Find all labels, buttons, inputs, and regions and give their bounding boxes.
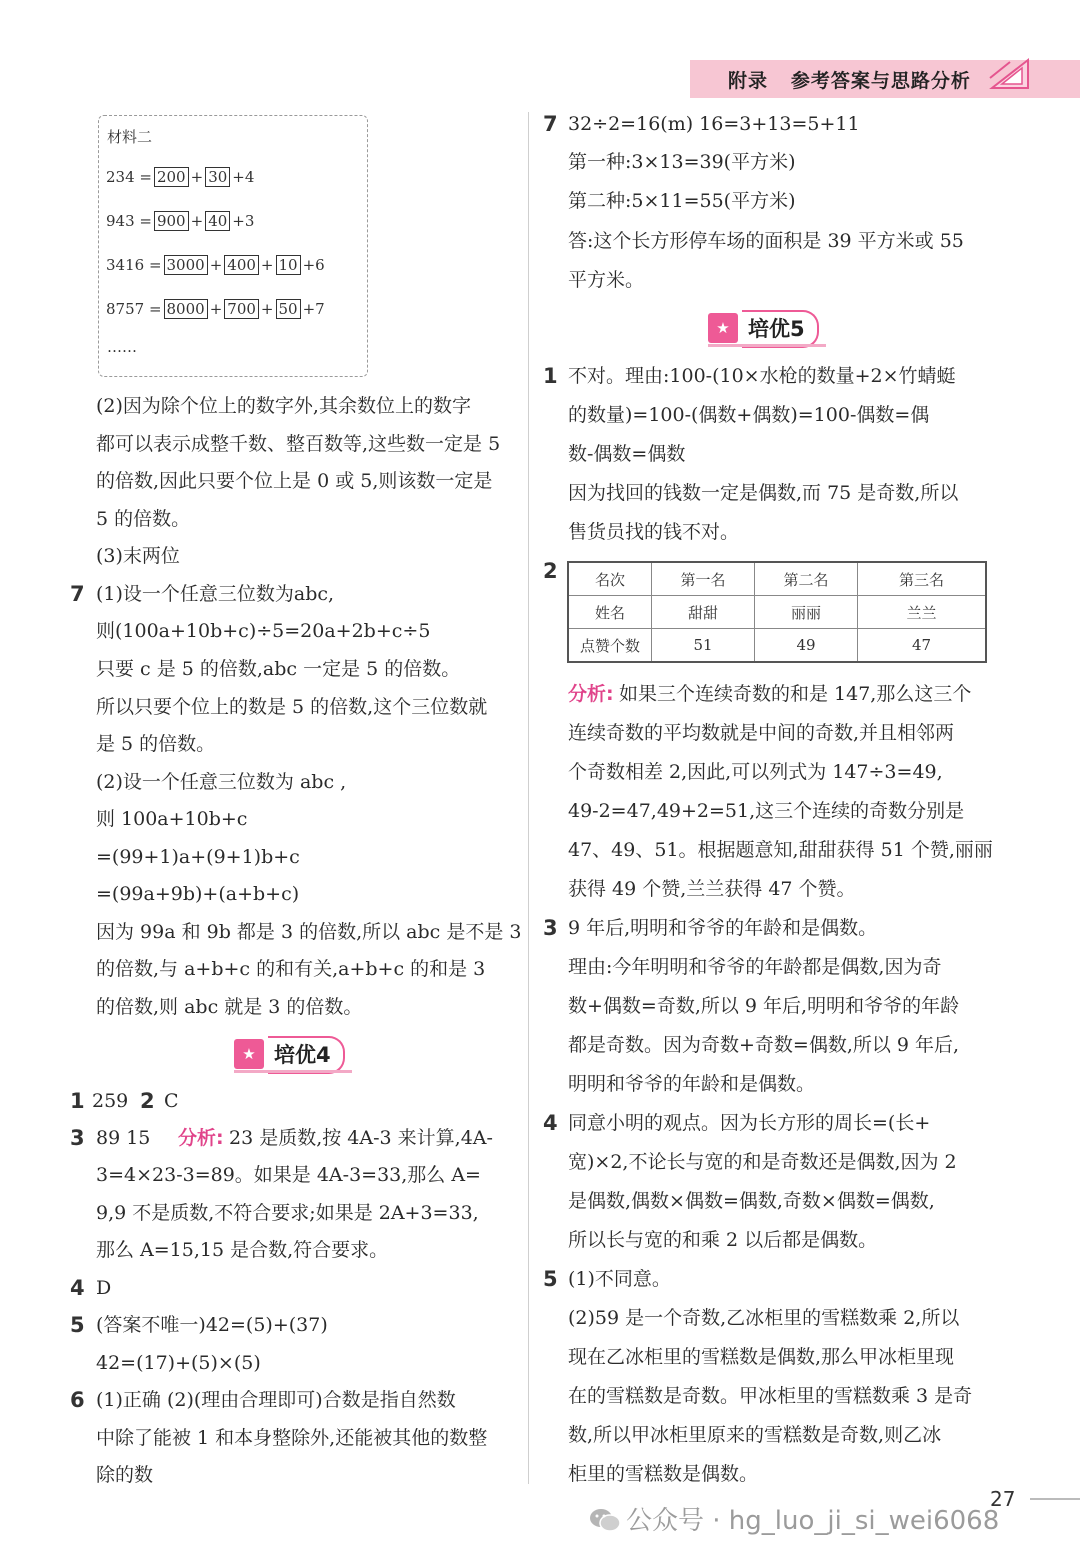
text-line: 3=4×23-3=89。如果是 4A-3=33,那么 A= bbox=[96, 1164, 481, 1186]
column-divider bbox=[528, 112, 529, 1484]
badge-underline bbox=[234, 1070, 352, 1073]
text-line: 第二种:5×11=55(平方米) bbox=[568, 190, 796, 212]
answer-text: 259 bbox=[92, 1090, 129, 1112]
text-line: 不对。理由:100-(10×水枪的数量+2×竹蜻蜓 bbox=[568, 365, 956, 387]
section-title: 培优5 bbox=[742, 310, 819, 348]
text-line: 数-偶数=偶数 bbox=[568, 443, 686, 465]
text-line: 42=(17)+(5)×(5) bbox=[96, 1352, 261, 1374]
text-line: (2)因为除个位上的数字外,其余数位上的数字 bbox=[96, 395, 471, 417]
text-line: 如果三个连续奇数的和是 147,那么这三个 bbox=[619, 683, 972, 705]
page-number: 27 bbox=[990, 1487, 1016, 1511]
question-number: 3 bbox=[70, 1126, 85, 1150]
text-line: 5 的倍数。 bbox=[96, 508, 191, 530]
question-number: 3 bbox=[543, 916, 558, 940]
question-number: 2 bbox=[543, 559, 558, 583]
question-number: 7 bbox=[70, 582, 85, 606]
star-icon: ★ bbox=[708, 313, 738, 343]
text-line: 答:这个长方形停车场的面积是 39 平方米或 55 bbox=[568, 230, 964, 252]
text-line: 32÷2=16(m) 16=3+13=5+11 bbox=[568, 113, 860, 135]
question-number: 4 bbox=[70, 1276, 85, 1300]
text-line: (1)设一个任意三位数为abc, bbox=[96, 583, 335, 605]
material-row: 943 = 900 + 40 +3 bbox=[106, 212, 255, 230]
text-line: 理由:今年明明和爷爷的年龄都是偶数,因为奇 bbox=[568, 956, 942, 978]
text-line: 在的雪糕数是奇数。甲冰柜里的雪糕数乘 3 是奇 bbox=[568, 1385, 973, 1407]
text-line: 的倍数,因此只要个位上是 0 或 5,则该数一定是 bbox=[96, 470, 493, 492]
material-title: 材料二 bbox=[107, 128, 153, 146]
page-number-rule bbox=[1030, 1498, 1080, 1500]
text-line: 23 是质数,按 4A-3 来计算,4A- bbox=[229, 1127, 493, 1149]
question-number: 1 bbox=[70, 1089, 85, 1113]
page-header-title: 附录 参考答案与思路分析 bbox=[728, 70, 971, 92]
question-number: 4 bbox=[543, 1111, 558, 1135]
badge-underline bbox=[708, 344, 826, 347]
wechat-icon bbox=[588, 1506, 622, 1534]
material-row: 8757 = 8000 + 700 + 50 +7 bbox=[106, 300, 325, 318]
star-icon: ★ bbox=[234, 1039, 264, 1069]
section-title: 培优4 bbox=[268, 1036, 345, 1074]
text-line: (3)末两位 bbox=[96, 545, 180, 567]
text-line: (1)不同意。 bbox=[568, 1268, 671, 1290]
table-cell: 甜甜 bbox=[652, 596, 755, 629]
table-cell: 第一名 bbox=[652, 562, 755, 596]
section-badge-5 bbox=[708, 310, 826, 346]
text-line: 47、49、51。根据题意知,甜甜获得 51 个赞,丽丽 bbox=[568, 839, 993, 861]
table-cell: 49 bbox=[755, 629, 858, 663]
text-line: 9 年后,明明和爷爷的年龄和是偶数。 bbox=[568, 917, 878, 939]
question-number: 1 bbox=[543, 364, 558, 388]
material-row: 234 = 200 + 30 +4 bbox=[106, 168, 255, 186]
text-line: 的数量)=100-(偶数+偶数)=100-偶数=偶 bbox=[568, 404, 930, 426]
text-line: 只要 c 是 5 的倍数,abc 一定是 5 的倍数。 bbox=[96, 658, 461, 680]
text-line: (2)59 是一个奇数,乙冰柜里的雪糕数乘 2,所以 bbox=[568, 1307, 960, 1329]
text-line: 则(100a+10b+c)÷5=20a+2b+c÷5 bbox=[96, 620, 431, 642]
analysis-label: 分析: bbox=[568, 683, 614, 705]
text-line: =(99+1)a+(9+1)b+c bbox=[96, 846, 300, 868]
analysis-label: 分析: bbox=[178, 1127, 224, 1149]
text-line: 获得 49 个赞,兰兰获得 47 个赞。 bbox=[568, 878, 856, 900]
table-row bbox=[568, 596, 986, 629]
material-box bbox=[98, 115, 368, 377]
text-line: 数,所以甲冰柜里原来的雪糕数是奇数,则乙冰 bbox=[568, 1424, 942, 1446]
table-cell: 47 bbox=[858, 629, 987, 663]
question-number: 6 bbox=[70, 1388, 85, 1412]
table-cell: 第二名 bbox=[755, 562, 858, 596]
answer-text: C bbox=[164, 1090, 179, 1112]
answer-text: D bbox=[96, 1277, 112, 1299]
text-line: 除的数 bbox=[96, 1464, 154, 1486]
text-line: 数+偶数=奇数,所以 9 年后,明明和爷爷的年龄 bbox=[568, 995, 960, 1017]
text-line: 因为找回的钱数一定是偶数,而 75 是奇数,所以 bbox=[568, 482, 959, 504]
text-line: 所以只要个位上的数是 5 的倍数,这个三位数就 bbox=[96, 696, 488, 718]
table-cell: 姓名 bbox=[568, 596, 652, 629]
text-line: 的倍数,则 abc 就是 3 的倍数。 bbox=[96, 996, 363, 1018]
table-cell: 名次 bbox=[568, 562, 652, 596]
watermark-text: 公众号 · hg_luo_ji_si_wei6068 bbox=[626, 1506, 1000, 1536]
text-line: 因为 99a 和 9b 都是 3 的倍数,所以 abc 是不是 3 bbox=[96, 921, 522, 943]
text-line: 的倍数,与 a+b+c 的和有关,a+b+c 的和是 3 bbox=[96, 958, 486, 980]
text-line: 连续奇数的平均数就是中间的奇数,并且相邻两 bbox=[568, 722, 955, 744]
text-line: (2)设一个任意三位数为 abc , bbox=[96, 771, 347, 793]
answer-text: 89 15 bbox=[96, 1127, 151, 1149]
text-line: 现在乙冰柜里的雪糕数是偶数,那么甲冰柜里现 bbox=[568, 1346, 955, 1368]
text-line: 宽)×2,不论长与宽的和是奇数还是偶数,因为 2 bbox=[568, 1151, 957, 1173]
table-row bbox=[568, 629, 986, 663]
text-line: =(99a+9b)+(a+b+c) bbox=[96, 883, 300, 905]
table-cell: 点赞个数 bbox=[568, 629, 652, 663]
question-number: 2 bbox=[140, 1089, 155, 1113]
text-line: (答案不唯一)42=(5)+(37) bbox=[96, 1314, 328, 1336]
text-line: 都可以表示成整千数、整百数等,这些数一定是 5 bbox=[96, 433, 501, 455]
table-cell: 第三名 bbox=[858, 562, 987, 596]
text-line: 49-2=47,49+2=51,这三个连续的奇数分别是 bbox=[568, 800, 965, 822]
text-line: 同意小明的观点。因为长方形的周长=(长+ bbox=[568, 1112, 931, 1134]
question-number: 5 bbox=[543, 1267, 558, 1291]
material-row: 3416 = 3000 + 400 + 10 +6 bbox=[106, 256, 325, 274]
text-line: 都是奇数。因为奇数+奇数=偶数,所以 9 年后, bbox=[568, 1034, 960, 1056]
table-cell: 丽丽 bbox=[755, 596, 858, 629]
text-line: 售货员找的钱不对。 bbox=[568, 521, 740, 543]
text-line: 是偶数,偶数×偶数=偶数,奇数×偶数=偶数, bbox=[568, 1190, 935, 1212]
text-line: 9,9 不是质数,不符合要求;如果是 2A+3=33, bbox=[96, 1202, 479, 1224]
table-cell: 兰兰 bbox=[858, 596, 987, 629]
table-row bbox=[568, 562, 986, 596]
text-line: 个奇数相差 2,因此,可以列式为 147÷3=49, bbox=[568, 761, 943, 783]
text-line: 柜里的雪糕数是偶数。 bbox=[568, 1463, 759, 1485]
ruler-triangle-icon bbox=[988, 56, 1032, 92]
material-ellipsis: …… bbox=[107, 338, 137, 356]
text-line: 第一种:3×13=39(平方米) bbox=[568, 151, 796, 173]
text-line: 中除了能被 1 和本身整除外,还能被其他的数整 bbox=[96, 1427, 488, 1449]
table-cell: 51 bbox=[652, 629, 755, 663]
question-number: 7 bbox=[543, 112, 558, 136]
text-line: (1)正确 (2)(理由合理即可)合数是指自然数 bbox=[96, 1389, 456, 1411]
ranking-table bbox=[567, 561, 987, 663]
text-line: 平方米。 bbox=[568, 269, 645, 291]
text-line: 那么 A=15,15 是合数,符合要求。 bbox=[96, 1239, 389, 1261]
section-badge-4 bbox=[234, 1036, 352, 1072]
text-line: 是 5 的倍数。 bbox=[96, 733, 216, 755]
text-line: 则 100a+10b+c bbox=[96, 808, 248, 830]
text-line: 所以长与宽的和乘 2 以后都是偶数。 bbox=[568, 1229, 878, 1251]
question-number: 5 bbox=[70, 1313, 85, 1337]
text-line: 明明和爷爷的年龄和是偶数。 bbox=[568, 1073, 816, 1095]
